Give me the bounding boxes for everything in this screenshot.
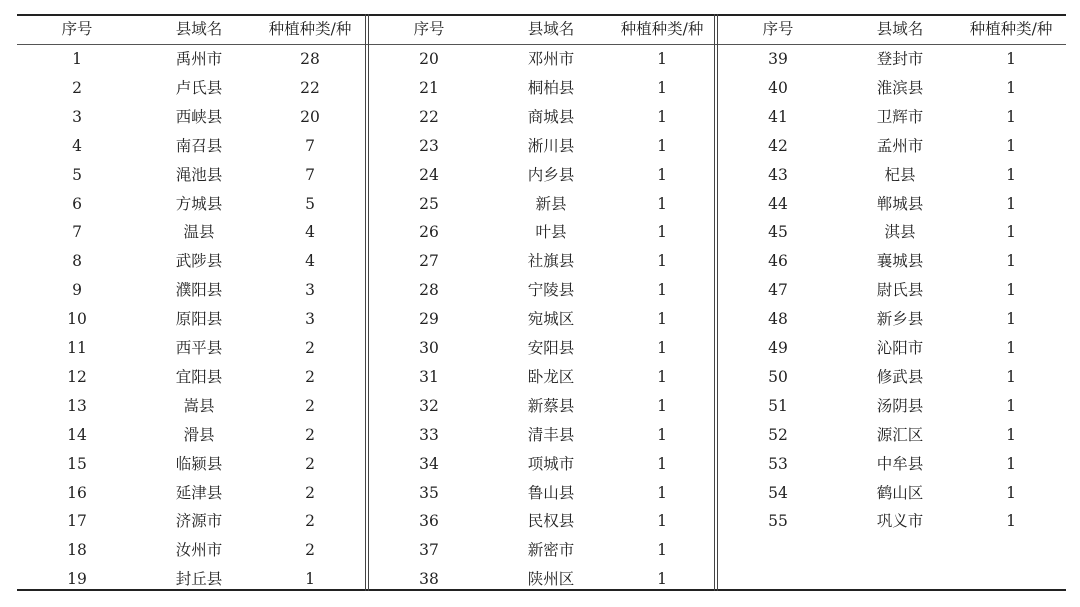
- planting-count: 1: [657, 454, 667, 473]
- county-name: 社旗县: [527, 252, 575, 271]
- county-name: 民权县: [527, 512, 575, 531]
- county-name: 鹤山区: [876, 483, 924, 502]
- planting-count: 1: [657, 570, 667, 589]
- county-name: 卧龙区: [527, 367, 575, 386]
- table-row: [718, 45, 1068, 74]
- planting-count: 3: [305, 310, 315, 329]
- table-row: [17, 392, 367, 421]
- table-column-group: [369, 14, 719, 591]
- row-number: 51: [768, 396, 788, 415]
- row-number: 18: [67, 541, 87, 560]
- planting-count: 1: [1006, 310, 1016, 329]
- planting-count: 1: [1006, 107, 1016, 126]
- planting-count: 1: [1006, 483, 1016, 502]
- row-number: 6: [72, 194, 82, 213]
- row-number: 32: [419, 396, 439, 415]
- table-row: [369, 421, 719, 450]
- planting-count: 1: [657, 165, 667, 184]
- planting-count: 1: [1006, 281, 1016, 300]
- county-name: 项城市: [527, 454, 575, 473]
- county-name: 淅川县: [527, 136, 575, 155]
- planting-count: 1: [657, 281, 667, 300]
- county-name: 卢氏县: [175, 78, 223, 97]
- row-number: 7: [72, 223, 82, 242]
- table-row: [17, 103, 367, 132]
- table-row: [17, 74, 367, 103]
- county-name: 嵩县: [183, 396, 215, 415]
- planting-count: 1: [657, 50, 667, 68]
- planting-count: 22: [300, 78, 320, 97]
- column-header: 序号: [413, 20, 445, 38]
- table-header-row: [17, 14, 367, 43]
- planting-count: 1: [657, 136, 667, 155]
- column-header: 种植种类/种: [268, 20, 352, 38]
- row-number: 3: [72, 107, 82, 126]
- row-number: 1: [72, 50, 82, 68]
- planting-count: 28: [300, 50, 320, 68]
- table-row: [718, 161, 1068, 190]
- county-name: 新乡县: [876, 310, 924, 329]
- row-number: 29: [419, 310, 439, 329]
- table-row: [718, 363, 1068, 392]
- row-number: 49: [768, 339, 788, 357]
- column-header: 种植种类/种: [620, 20, 704, 38]
- county-name: 宛城区: [527, 310, 575, 329]
- county-name: 临颍县: [175, 454, 223, 473]
- table-row: [718, 132, 1068, 161]
- table-row: [17, 218, 367, 247]
- row-number: 41: [768, 107, 788, 126]
- table-row: [718, 247, 1068, 276]
- county-name: 中牟县: [876, 454, 924, 473]
- table-column-group: [17, 14, 367, 591]
- county-name: 卫辉市: [876, 107, 924, 126]
- column-header: 县域名: [175, 20, 223, 38]
- county-name: 延津县: [175, 483, 223, 502]
- column-header: 县域名: [527, 20, 575, 38]
- table-header-row: [369, 14, 719, 43]
- table-row: [369, 190, 719, 219]
- table-row: [17, 334, 367, 363]
- table-row: [718, 305, 1068, 334]
- table-row: [369, 565, 719, 594]
- row-number: 30: [419, 339, 439, 357]
- row-number: 19: [67, 570, 87, 589]
- county-name: 襄城县: [876, 252, 924, 271]
- row-number: 44: [768, 194, 788, 213]
- county-name: 清丰县: [527, 425, 575, 444]
- county-name: 禹州市: [175, 50, 223, 68]
- row-number: 31: [419, 367, 439, 386]
- row-number: 53: [768, 454, 788, 473]
- table-row: [17, 305, 367, 334]
- table-row: [17, 247, 367, 276]
- county-name: 方城县: [175, 194, 223, 213]
- county-name: 郸城县: [876, 194, 924, 213]
- county-name: 渑池县: [175, 165, 223, 184]
- table-row: [369, 334, 719, 363]
- table-row: [369, 218, 719, 247]
- county-name: 新县: [535, 194, 567, 213]
- planting-count: 1: [657, 541, 667, 560]
- table-row: [17, 450, 367, 479]
- row-number: 43: [768, 165, 788, 184]
- planting-count: 1: [657, 194, 667, 213]
- table-header-row: [718, 14, 1068, 43]
- row-number: 21: [419, 78, 439, 97]
- planting-count: 1: [657, 396, 667, 415]
- planting-count: 1: [1006, 396, 1016, 415]
- planting-count: 1: [657, 223, 667, 242]
- row-number: 50: [768, 367, 788, 386]
- row-number: 46: [768, 252, 788, 271]
- county-name: 滑县: [183, 425, 215, 444]
- planting-count: 1: [1006, 78, 1016, 97]
- row-number: 24: [419, 165, 439, 184]
- row-number: 36: [419, 512, 439, 531]
- row-number: 54: [768, 483, 788, 502]
- table-row: [17, 276, 367, 305]
- planting-count: 1: [1006, 50, 1016, 68]
- row-number: 37: [419, 541, 439, 560]
- table-row: [17, 45, 367, 74]
- county-name: 叶县: [535, 223, 567, 242]
- county-name: 宜阳县: [175, 367, 223, 386]
- county-name: 西平县: [175, 339, 223, 357]
- county-name: 济源市: [175, 512, 223, 531]
- planting-count: 2: [305, 367, 315, 386]
- table-row: [369, 103, 719, 132]
- row-number: 10: [67, 310, 87, 329]
- table-row: [369, 479, 719, 508]
- row-number: 20: [419, 50, 439, 68]
- planting-count: 3: [305, 281, 315, 300]
- table-row: [718, 190, 1068, 219]
- row-number: 39: [768, 50, 788, 68]
- county-name: 邓州市: [527, 50, 575, 68]
- row-number: 40: [768, 78, 788, 97]
- county-name: 南召县: [175, 136, 223, 155]
- county-name: 淮滨县: [876, 78, 924, 97]
- table-row: [17, 190, 367, 219]
- planting-count: 1: [657, 425, 667, 444]
- planting-count: 1: [1006, 339, 1016, 357]
- table-row: [17, 507, 367, 536]
- row-number: 14: [67, 425, 87, 444]
- county-name: 汤阴县: [876, 396, 924, 415]
- planting-count: 1: [1006, 223, 1016, 242]
- county-name: 安阳县: [527, 339, 575, 357]
- table-row: [718, 103, 1068, 132]
- table-row: [718, 276, 1068, 305]
- table-row: [369, 74, 719, 103]
- row-number: 15: [67, 454, 87, 473]
- column-header: 序号: [762, 20, 794, 38]
- county-name: 鲁山县: [527, 483, 575, 502]
- row-number: 52: [768, 425, 788, 444]
- planting-count: 5: [305, 194, 315, 213]
- planting-count: 1: [657, 367, 667, 386]
- table-row: [369, 536, 719, 565]
- planting-count: 2: [305, 396, 315, 415]
- planting-count: 1: [1006, 136, 1016, 155]
- table-row: [17, 536, 367, 565]
- row-number: 28: [419, 281, 439, 300]
- planting-count: 1: [657, 483, 667, 502]
- row-number: 55: [768, 512, 788, 531]
- county-name: 修武县: [876, 367, 924, 386]
- county-name: 巩义市: [876, 512, 924, 531]
- column-header: 县域名: [876, 20, 924, 38]
- row-number: 26: [419, 223, 439, 242]
- table-row: [17, 479, 367, 508]
- table-row: [17, 421, 367, 450]
- table-row: [369, 132, 719, 161]
- county-name: 源汇区: [876, 425, 924, 444]
- planting-count: 1: [657, 310, 667, 329]
- planting-count: 2: [305, 541, 315, 560]
- county-name: 桐柏县: [527, 78, 575, 97]
- row-number: 4: [72, 136, 82, 155]
- column-header: 种植种类/种: [969, 20, 1053, 38]
- county-name: 汝州市: [175, 541, 223, 560]
- row-number: 38: [419, 570, 439, 589]
- row-number: 47: [768, 281, 788, 300]
- planting-count: 1: [657, 78, 667, 97]
- table-row: [369, 507, 719, 536]
- table-row: [369, 363, 719, 392]
- row-number: 27: [419, 252, 439, 271]
- table-column-group: [718, 14, 1068, 591]
- county-name: 原阳县: [175, 310, 223, 329]
- planting-count: 2: [305, 512, 315, 531]
- table-row: [718, 421, 1068, 450]
- planting-count: 1: [1006, 454, 1016, 473]
- planting-count: 1: [657, 512, 667, 531]
- row-number: 16: [67, 483, 87, 502]
- planting-count: 1: [1006, 367, 1016, 386]
- planting-count: 1: [1006, 194, 1016, 213]
- planting-count: 1: [305, 570, 315, 589]
- table-row: [369, 45, 719, 74]
- county-name: 内乡县: [527, 165, 575, 184]
- row-number: 45: [768, 223, 788, 242]
- row-number: 2: [72, 78, 82, 97]
- planting-count: 7: [305, 165, 315, 184]
- county-name: 陕州区: [527, 570, 575, 589]
- county-name: 杞县: [884, 165, 916, 184]
- row-number: 35: [419, 483, 439, 502]
- table-row: [718, 218, 1068, 247]
- county-name: 淇县: [884, 223, 916, 242]
- county-name: 濮阳县: [175, 281, 223, 300]
- county-name: 商城县: [527, 107, 575, 126]
- row-number: 9: [72, 281, 82, 300]
- table-row: [17, 363, 367, 392]
- planting-count: 1: [1006, 512, 1016, 531]
- row-number: 23: [419, 136, 439, 155]
- planting-count: 2: [305, 454, 315, 473]
- planting-count: 20: [300, 107, 320, 126]
- table-row: [369, 450, 719, 479]
- table-row: [718, 507, 1068, 536]
- table-row: [718, 479, 1068, 508]
- planting-count: 4: [305, 252, 315, 271]
- table-row: [17, 161, 367, 190]
- county-name: 沁阳市: [876, 339, 924, 357]
- table-row: [17, 132, 367, 161]
- planting-count: 2: [305, 339, 315, 357]
- planting-count: 1: [657, 107, 667, 126]
- column-header: 序号: [61, 20, 93, 38]
- table-row: [369, 392, 719, 421]
- county-planting-table: [17, 14, 1066, 591]
- row-number: 33: [419, 425, 439, 444]
- county-name: 新密市: [527, 541, 575, 560]
- table-row: [369, 305, 719, 334]
- row-number: 22: [419, 107, 439, 126]
- table-row: [718, 450, 1068, 479]
- table-row: [17, 565, 367, 594]
- row-number: 13: [67, 396, 87, 415]
- row-number: 8: [72, 252, 82, 271]
- row-number: 34: [419, 454, 439, 473]
- row-number: 42: [768, 136, 788, 155]
- table-row: [718, 334, 1068, 363]
- table-row: [369, 161, 719, 190]
- planting-count: 7: [305, 136, 315, 155]
- county-name: 宁陵县: [527, 281, 575, 300]
- table-row: [369, 276, 719, 305]
- planting-count: 4: [305, 223, 315, 242]
- planting-count: 1: [657, 339, 667, 357]
- row-number: 17: [67, 512, 87, 531]
- county-name: 温县: [183, 223, 215, 242]
- table-row: [369, 247, 719, 276]
- planting-count: 1: [657, 252, 667, 271]
- row-number: 11: [67, 339, 87, 357]
- planting-count: 1: [1006, 252, 1016, 271]
- row-number: 48: [768, 310, 788, 329]
- table-row: [718, 392, 1068, 421]
- planting-count: 2: [305, 425, 315, 444]
- row-number: 5: [72, 165, 82, 184]
- planting-count: 1: [1006, 425, 1016, 444]
- county-name: 封丘县: [175, 570, 223, 589]
- county-name: 西峡县: [175, 107, 223, 126]
- planting-count: 2: [305, 483, 315, 502]
- county-name: 尉氏县: [876, 281, 924, 300]
- table-row: [718, 74, 1068, 103]
- county-name: 武陟县: [175, 252, 223, 271]
- row-number: 12: [67, 367, 87, 386]
- planting-count: 1: [1006, 165, 1016, 184]
- row-number: 25: [419, 194, 439, 213]
- county-name: 新蔡县: [527, 396, 575, 415]
- county-name: 孟州市: [876, 136, 924, 155]
- county-name: 登封市: [876, 50, 924, 68]
